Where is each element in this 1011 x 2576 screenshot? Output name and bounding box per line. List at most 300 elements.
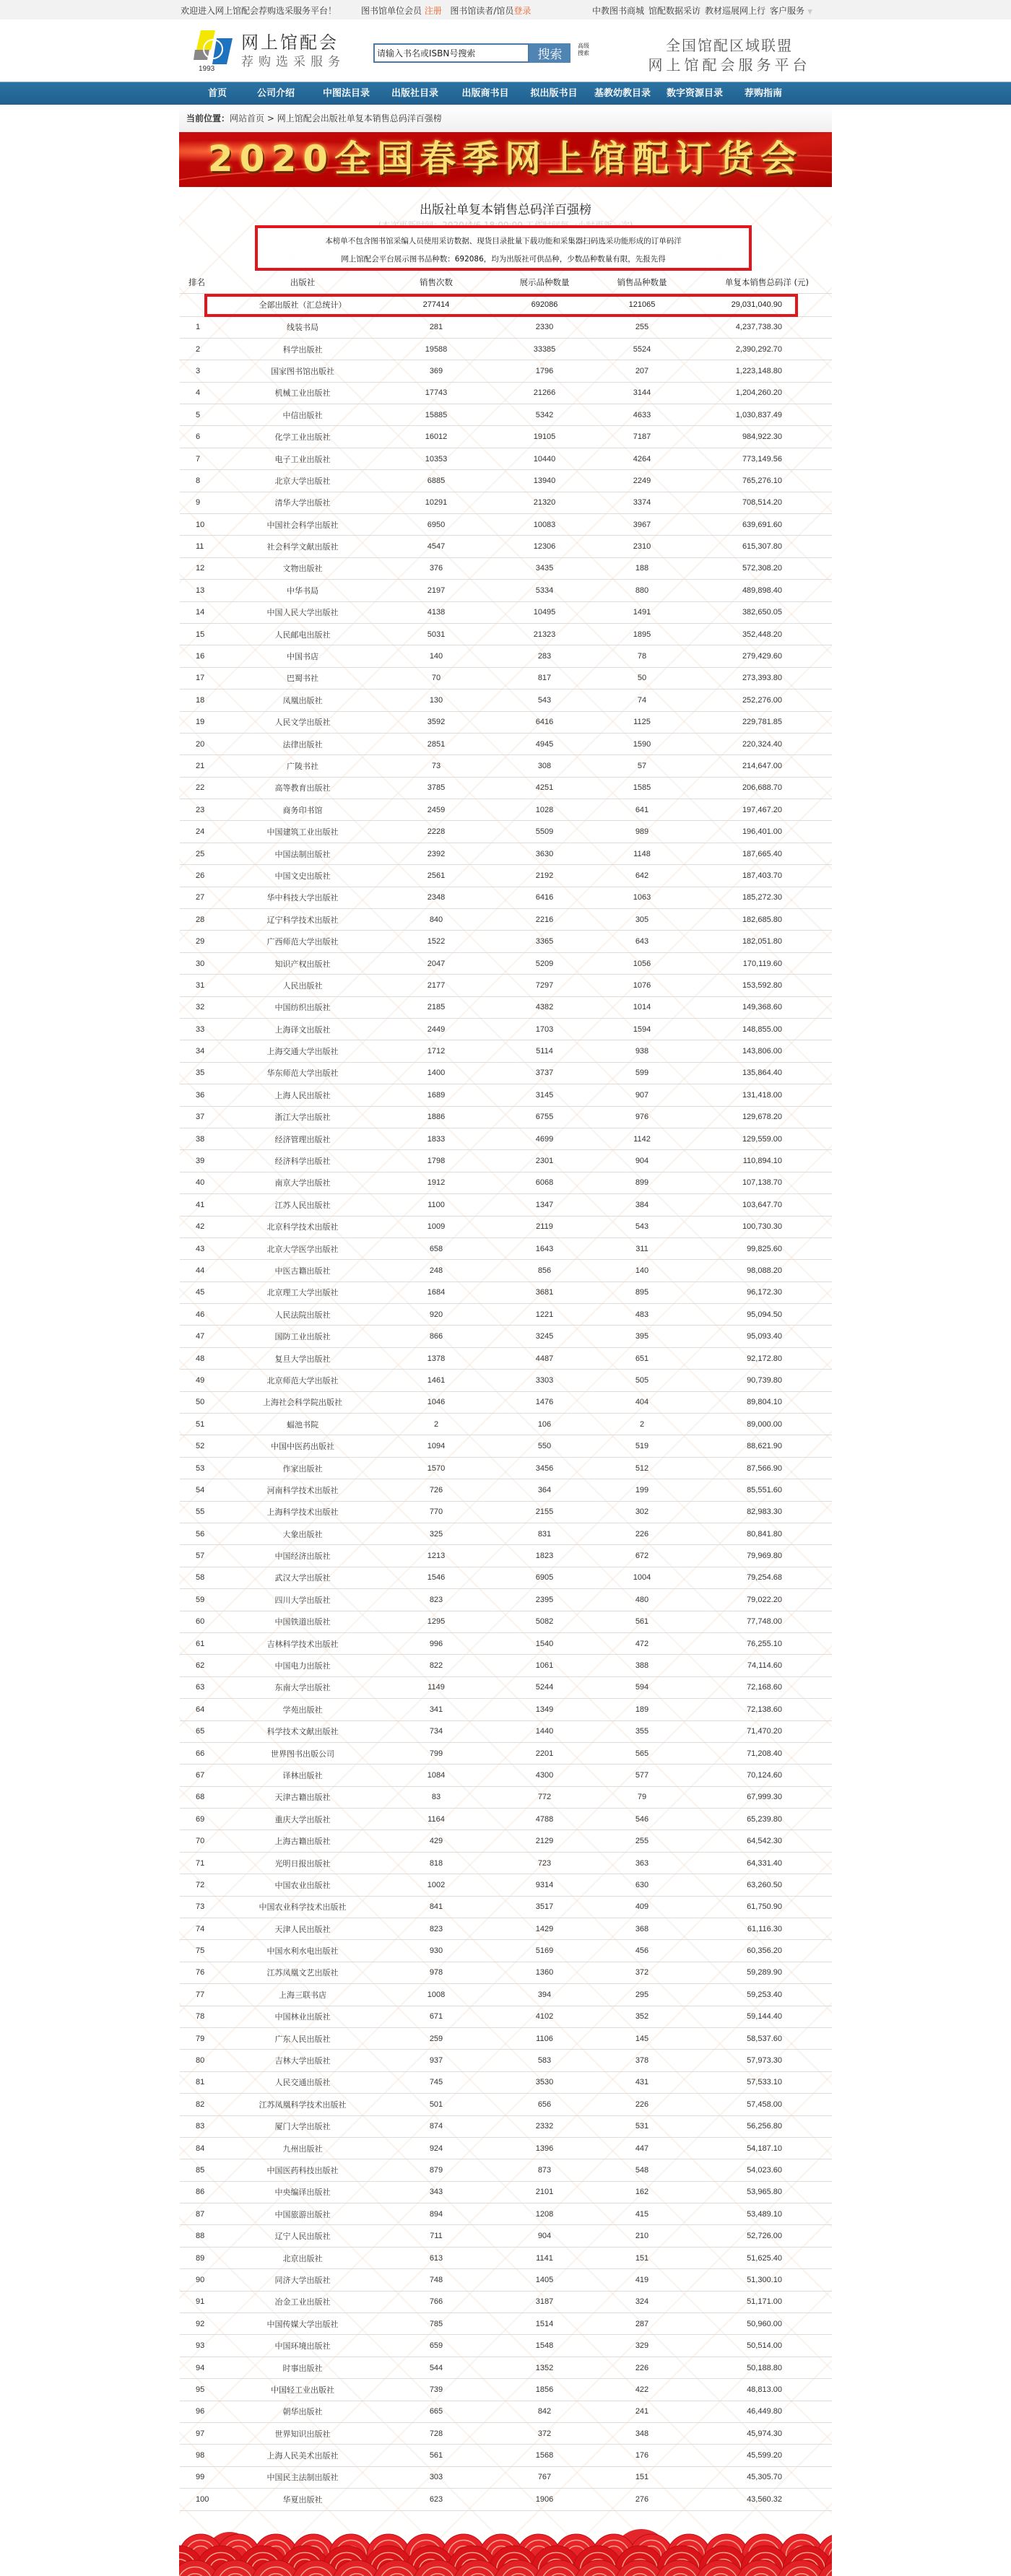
cell-total-value: 72,138.60 xyxy=(682,1699,832,1720)
cell-shown-titles: 21320 xyxy=(487,492,602,513)
cell-rank: 62 xyxy=(180,1655,220,1676)
cell-sold-titles: 895 xyxy=(602,1282,682,1303)
table-row xyxy=(180,1874,832,1896)
cell-shown-titles: 2129 xyxy=(487,1830,602,1852)
cell-shown-titles: 3435 xyxy=(487,557,602,579)
cell-sold-titles: 324 xyxy=(602,2291,682,2312)
cell-sold-titles: 50 xyxy=(602,667,682,689)
cell-sold-titles: 3967 xyxy=(602,514,682,536)
cell-sales-count: 2228 xyxy=(386,821,487,843)
cell-total-value: 64,331.40 xyxy=(682,1852,832,1874)
cell-rank: 88 xyxy=(180,2225,220,2247)
table-row xyxy=(180,2247,832,2268)
table-row xyxy=(180,2269,832,2291)
cell-sold-titles: 3374 xyxy=(602,492,682,513)
cell-sales-count: 561 xyxy=(386,2445,487,2466)
cell-shown-titles: 10440 xyxy=(487,448,602,469)
cell-rank: 3 xyxy=(180,360,220,382)
cell-rank: 20 xyxy=(180,733,220,754)
cell-total-value: 54,023.60 xyxy=(682,2159,832,2181)
cell-shown-titles: 7297 xyxy=(487,975,602,996)
nav-item-publisher-catalog[interactable]: 出版社目录 xyxy=(391,88,438,99)
cell-shown-titles: 3456 xyxy=(487,1457,602,1479)
cell-sales-count: 544 xyxy=(386,2357,487,2378)
cell-sales-count: 2348 xyxy=(386,887,487,908)
cell-publisher: 中国环境出版社 xyxy=(220,2335,386,2357)
cell-shown-titles: 4102 xyxy=(487,2006,602,2027)
cell-total-value: 615,307.80 xyxy=(682,536,832,557)
cell-shown-titles: 3681 xyxy=(487,1282,602,1303)
cell-sold-titles: 409 xyxy=(602,1896,682,1918)
register-link[interactable]: 注册 xyxy=(424,6,442,16)
cell-total-value: 107,138.70 xyxy=(682,1172,832,1193)
cell-total-value: 77,748.00 xyxy=(682,1611,832,1632)
search-input[interactable] xyxy=(373,43,529,63)
cell-shown-titles: 4699 xyxy=(487,1128,602,1149)
event-banner xyxy=(179,132,832,187)
cell-sales-count: 671 xyxy=(386,2006,487,2027)
cell-rank: 24 xyxy=(180,821,220,843)
cell-publisher: 中国人民大学出版社 xyxy=(220,601,386,623)
cell-sales-count: 924 xyxy=(386,2137,487,2159)
cell-sold-titles: 363 xyxy=(602,1852,682,1874)
cell-shown-titles: 3187 xyxy=(487,2291,602,2312)
cell-shown-titles: 1548 xyxy=(487,2335,602,2357)
cell-sales-count: 1002 xyxy=(386,1874,487,1896)
cell-shown-titles: 1514 xyxy=(487,2313,602,2335)
cell-shown-titles: 12306 xyxy=(487,536,602,557)
table-row xyxy=(180,2291,832,2312)
cell-publisher: 中国林业出版社 xyxy=(220,2006,386,2027)
table-row xyxy=(180,2094,832,2115)
cell-sold-titles: 976 xyxy=(602,1106,682,1128)
cell-shown-titles: 1476 xyxy=(487,1391,602,1413)
cell-sales-count: 658 xyxy=(386,1237,487,1259)
cell-total-value: 60,356.20 xyxy=(682,1940,832,1962)
cell-publisher: 中国书店 xyxy=(220,645,386,667)
cell-total-value: 53,965.80 xyxy=(682,2181,832,2203)
cell-total-value: 79,254.68 xyxy=(682,1567,832,1588)
cell-publisher: 天津人民出版社 xyxy=(220,1918,386,1940)
cell-rank: 43 xyxy=(180,1237,220,1259)
notice-line-1: 本榜单不包含图书馆采编人员使用采访数据、现货目录批量下载功能和采集器扫码选采功能形成的订单码洋 xyxy=(325,237,682,245)
cell-total-value: 773,149.56 xyxy=(682,448,832,469)
nav-item-upcoming-catalog[interactable]: 拟出版书目 xyxy=(530,88,578,99)
cell-sales-count: 1461 xyxy=(386,1370,487,1391)
cell-rank: 95 xyxy=(180,2379,220,2401)
cell-publisher: 清华大学出版社 xyxy=(220,492,386,513)
cell-total-value: 103,647.70 xyxy=(682,1194,832,1216)
cell-publisher: 社会科学文献出版社 xyxy=(220,536,386,557)
cell-total-value: 79,022.20 xyxy=(682,1589,832,1611)
table-row xyxy=(180,2181,832,2203)
breadcrumb-home[interactable]: 网站首页 xyxy=(230,113,265,123)
cell-sold-titles: 880 xyxy=(602,580,682,601)
nav-item-guide[interactable]: 荐购指南 xyxy=(744,88,782,99)
cell-total-value: 63,260.50 xyxy=(682,1874,832,1896)
nav-item-home[interactable]: 首页 xyxy=(207,88,227,99)
cell-publisher: 人民法院出版社 xyxy=(220,1304,386,1326)
cell-sales-count: 19588 xyxy=(386,338,487,360)
table-row xyxy=(180,843,832,864)
cell-rank: 65 xyxy=(180,1720,220,1742)
table-row xyxy=(180,1414,832,1435)
top-link-mall[interactable]: 中教图书商城 xyxy=(592,6,645,16)
nav-item-clc-catalog[interactable]: 中图法目录 xyxy=(322,88,370,99)
cell-sales-count: 1689 xyxy=(386,1084,487,1106)
cell-sold-titles: 531 xyxy=(602,2115,682,2137)
cell-sales-count: 920 xyxy=(386,1304,487,1326)
cell-publisher: 中央编译出版社 xyxy=(220,2181,386,2203)
cell-shown-titles: 1540 xyxy=(487,1632,602,1654)
cell-shown-titles: 2101 xyxy=(487,2181,602,2203)
table-row xyxy=(180,733,832,754)
cell-shown-titles: 1349 xyxy=(487,1699,602,1720)
cell-shown-titles: 6416 xyxy=(487,887,602,908)
search-button[interactable]: 搜索 xyxy=(529,43,570,63)
cell-total-value: 74,114.60 xyxy=(682,1655,832,1676)
table-row xyxy=(180,2401,832,2422)
cell-shown-titles: 3145 xyxy=(487,1084,602,1106)
cell-rank: 61 xyxy=(180,1632,220,1654)
top-links xyxy=(592,4,812,17)
cell-total-value: 48,813.00 xyxy=(682,2379,832,2401)
cell-sales-count: 83 xyxy=(386,1786,487,1808)
cell-shown-titles: 4487 xyxy=(487,1347,602,1369)
cell-publisher: 天津古籍出版社 xyxy=(220,1786,386,1808)
cell-publisher: 上海科学技术出版社 xyxy=(220,1501,386,1523)
cell-total-value: 143,806.00 xyxy=(682,1040,832,1062)
cell-publisher: 经济科学出版社 xyxy=(220,1150,386,1172)
cell-sales-count: 1378 xyxy=(386,1347,487,1369)
cell-total-value: 89,804.10 xyxy=(682,1391,832,1413)
column-header-total-value: 单复本销售总码洋 (元) xyxy=(682,271,832,293)
cell-sold-titles: 630 xyxy=(602,1874,682,1896)
cell-shown-titles: 772 xyxy=(487,1786,602,1808)
cell-total-value: 197,467.20 xyxy=(682,799,832,821)
cell-rank: 21 xyxy=(180,755,220,777)
cell-sales-count: 748 xyxy=(386,2269,487,2291)
cell-rank: 18 xyxy=(180,689,220,711)
cell-publisher: 东南大学出版社 xyxy=(220,1676,386,1698)
cell-publisher: 中国医药科技出版社 xyxy=(220,2159,386,2181)
cell-rank: 56 xyxy=(180,1523,220,1544)
cell-sales-count: 259 xyxy=(386,2027,487,2049)
notice-box xyxy=(255,225,752,271)
cell-sales-count: 1213 xyxy=(386,1545,487,1567)
table-row xyxy=(180,2335,832,2357)
cell-total-value: 51,171.00 xyxy=(682,2291,832,2312)
cell-shown-titles: 372 xyxy=(487,2423,602,2445)
cell-sales-count: 303 xyxy=(386,2466,487,2488)
cell-rank: 50 xyxy=(180,1391,220,1413)
top-link-tour[interactable]: 教材巡展网上行 xyxy=(705,6,766,16)
cell-shown-titles: 6068 xyxy=(487,1172,602,1193)
cell-rank: 51 xyxy=(180,1414,220,1435)
cell-rank: 63 xyxy=(180,1676,220,1698)
cell-publisher: 中国法制出版社 xyxy=(220,843,386,864)
cell-publisher: 中信出版社 xyxy=(220,404,386,426)
cell-total-value: 352,448.20 xyxy=(682,623,832,645)
cell-shown-titles: 1221 xyxy=(487,1304,602,1326)
cell-shown-titles: 3530 xyxy=(487,2071,602,2093)
cell-sold-titles: 456 xyxy=(602,1940,682,1962)
cell-publisher: 广东人民出版社 xyxy=(220,2027,386,2049)
summary-row xyxy=(180,293,832,316)
cell-publisher: 凤凰出版社 xyxy=(220,689,386,711)
cell-sales-count: 1833 xyxy=(386,1128,487,1149)
cell-rank: 84 xyxy=(180,2137,220,2159)
cell-rank: 99 xyxy=(180,2466,220,2488)
cell-shown-titles: 873 xyxy=(487,2159,602,2181)
cell-rank: 96 xyxy=(180,2401,220,2422)
cell-sales-count: 1100 xyxy=(386,1194,487,1216)
cell-sold-titles: 651 xyxy=(602,1347,682,1369)
column-header-rank: 排名 xyxy=(180,271,220,293)
advanced-search-link[interactable]: 高级搜索 xyxy=(578,43,589,56)
cell-sold-titles: 565 xyxy=(602,1742,682,1764)
cell-publisher: 巴蜀书社 xyxy=(220,667,386,689)
cell-publisher: 浙江大学出版社 xyxy=(220,1106,386,1128)
cell-publisher: 重庆大学出版社 xyxy=(220,1809,386,1830)
cell-rank: 75 xyxy=(180,1940,220,1962)
cell-sales-count: 1684 xyxy=(386,1282,487,1303)
top-link-data[interactable]: 馆配数据采访 xyxy=(648,6,701,16)
cell-rank: 10 xyxy=(180,514,220,536)
cell-rank: 57 xyxy=(180,1545,220,1567)
cell-total-value: 50,514.00 xyxy=(682,2335,832,2357)
cell-total-value: 4,237,738.30 xyxy=(682,316,832,338)
cell-sold-titles: 241 xyxy=(602,2401,682,2422)
table-row xyxy=(180,404,832,426)
cell-publisher: 华夏出版社 xyxy=(220,2489,386,2510)
table-row xyxy=(180,2006,832,2027)
cell-total-value: 50,960.00 xyxy=(682,2313,832,2335)
cell-publisher: 商务印书馆 xyxy=(220,799,386,821)
table-row xyxy=(180,865,832,887)
cell-shown-titles: 1440 xyxy=(487,1720,602,1742)
cell-publisher: 上海交通大学出版社 xyxy=(220,1040,386,1062)
cell-shown-titles: 1061 xyxy=(487,1655,602,1676)
logo-title: 网上馆配会 xyxy=(241,32,339,53)
summary-sold-titles: 121065 xyxy=(602,293,682,316)
cell-rank: 26 xyxy=(180,865,220,887)
table-row xyxy=(180,1040,832,1062)
cell-shown-titles: 1796 xyxy=(487,360,602,382)
table-row xyxy=(180,2489,832,2510)
cell-total-value: 148,855.00 xyxy=(682,1019,832,1040)
cell-sales-count: 930 xyxy=(386,1940,487,1962)
column-header-sales-count: 销售次数 xyxy=(386,271,487,293)
cell-shown-titles: 4788 xyxy=(487,1809,602,1830)
table-row xyxy=(180,1194,832,1216)
cell-total-value: 57,533.10 xyxy=(682,2071,832,2093)
cell-rank: 35 xyxy=(180,1062,220,1084)
cell-total-value: 187,403.70 xyxy=(682,865,832,887)
cell-sold-titles: 384 xyxy=(602,1194,682,1216)
cell-sold-titles: 594 xyxy=(602,1676,682,1698)
cell-total-value: 229,781.85 xyxy=(682,711,832,733)
cell-sold-titles: 1004 xyxy=(602,1567,682,1588)
table-row xyxy=(180,1852,832,1874)
cell-sold-titles: 4633 xyxy=(602,404,682,426)
cell-rank: 85 xyxy=(180,2159,220,2181)
cell-rank: 74 xyxy=(180,1918,220,1940)
cell-publisher: 机械工业出版社 xyxy=(220,382,386,404)
cell-sales-count: 739 xyxy=(386,2379,487,2401)
cell-sales-count: 429 xyxy=(386,1830,487,1852)
cell-sold-titles: 561 xyxy=(602,1611,682,1632)
cell-sales-count: 659 xyxy=(386,2335,487,2357)
cell-publisher: 人民文学出版社 xyxy=(220,711,386,733)
cell-sold-titles: 226 xyxy=(602,2357,682,2378)
cell-shown-titles: 1347 xyxy=(487,1194,602,1216)
table-row xyxy=(180,382,832,404)
cell-rank: 90 xyxy=(180,2269,220,2291)
cell-sold-titles: 329 xyxy=(602,2335,682,2357)
top-link-service[interactable] xyxy=(770,4,812,17)
cell-sold-titles: 302 xyxy=(602,1501,682,1523)
cell-rank: 6 xyxy=(180,426,220,448)
cell-sold-titles: 1142 xyxy=(602,1128,682,1149)
cell-shown-titles: 19105 xyxy=(487,426,602,448)
table-row xyxy=(180,2445,832,2466)
nav-item-digital-catalog[interactable]: 数字资源目录 xyxy=(666,88,723,99)
cell-sales-count: 140 xyxy=(386,645,487,667)
cell-sales-count: 15885 xyxy=(386,404,487,426)
cell-sales-count: 879 xyxy=(386,2159,487,2181)
table-row xyxy=(180,1567,832,1588)
cell-sales-count: 6950 xyxy=(386,514,487,536)
table-row xyxy=(180,1106,832,1128)
cell-publisher: 中国民主法制出版社 xyxy=(220,2466,386,2488)
table-row xyxy=(180,1172,832,1193)
nav-item-about[interactable]: 公司介绍 xyxy=(256,88,295,99)
cell-shown-titles: 2216 xyxy=(487,909,602,931)
cell-publisher: 北京出版社 xyxy=(220,2247,386,2268)
nav-item-vendor-catalog[interactable]: 出版商书目 xyxy=(461,88,509,99)
cell-publisher: 江苏人民出版社 xyxy=(220,1194,386,1216)
cell-shown-titles: 4251 xyxy=(487,777,602,799)
cell-publisher: 人民出版社 xyxy=(220,975,386,996)
cell-shown-titles: 2330 xyxy=(487,316,602,338)
cell-sold-titles: 543 xyxy=(602,1216,682,1237)
cell-sales-count: 1046 xyxy=(386,1391,487,1413)
cell-sales-count: 613 xyxy=(386,2247,487,2268)
table-row xyxy=(180,2313,832,2335)
cell-total-value: 85,551.60 xyxy=(682,1479,832,1501)
table-row xyxy=(180,1282,832,1303)
table-row xyxy=(180,557,832,579)
cell-sales-count: 73 xyxy=(386,755,487,777)
cell-sales-count: 70 xyxy=(386,667,487,689)
cell-sold-titles: 548 xyxy=(602,2159,682,2181)
cell-rank: 8 xyxy=(180,470,220,492)
table-row xyxy=(180,1370,832,1391)
cell-sold-titles: 276 xyxy=(602,2489,682,2510)
cell-rank: 17 xyxy=(180,667,220,689)
table-row xyxy=(180,909,832,931)
summary-total-value: 29,031,040.90 xyxy=(682,293,832,316)
cell-sales-count: 2392 xyxy=(386,843,487,864)
table-row xyxy=(180,1765,832,1786)
cell-rank: 13 xyxy=(180,580,220,601)
cell-shown-titles: 364 xyxy=(487,1479,602,1501)
cell-total-value: 45,974.30 xyxy=(682,2423,832,2445)
cell-rank: 2 xyxy=(180,338,220,360)
cell-shown-titles: 3517 xyxy=(487,1896,602,1918)
cell-publisher: 译林出版社 xyxy=(220,1765,386,1786)
nav-item-k12-catalog[interactable]: 基教幼教目录 xyxy=(594,88,651,99)
cell-sales-count: 10353 xyxy=(386,448,487,469)
cell-sales-count: 2185 xyxy=(386,996,487,1018)
cell-rank: 67 xyxy=(180,1765,220,1786)
cell-shown-titles: 904 xyxy=(487,2225,602,2247)
cell-publisher: 中国纺织出版社 xyxy=(220,996,386,1018)
logo-icon[interactable] xyxy=(194,28,234,69)
table-row xyxy=(180,1632,832,1654)
cell-sold-titles: 1076 xyxy=(602,975,682,996)
cell-shown-titles: 831 xyxy=(487,1523,602,1544)
cell-rank: 19 xyxy=(180,711,220,733)
cell-sold-titles: 151 xyxy=(602,2466,682,2488)
cell-shown-titles: 4300 xyxy=(487,1765,602,1786)
cell-sold-titles: 480 xyxy=(602,1589,682,1611)
cell-shown-titles: 1823 xyxy=(487,1545,602,1567)
login-link[interactable]: 登录 xyxy=(513,6,531,16)
cell-shown-titles: 21266 xyxy=(487,382,602,404)
cell-sold-titles: 1594 xyxy=(602,1019,682,1040)
cell-shown-titles: 5114 xyxy=(487,1040,602,1062)
cell-publisher: 国家图书馆出版社 xyxy=(220,360,386,382)
cell-rank: 83 xyxy=(180,2115,220,2137)
cell-sold-titles: 79 xyxy=(602,1786,682,1808)
cell-shown-titles: 2119 xyxy=(487,1216,602,1237)
cell-sales-count: 2561 xyxy=(386,865,487,887)
cell-shown-titles: 3737 xyxy=(487,1062,602,1084)
table-row xyxy=(180,1523,832,1544)
table-row xyxy=(180,1962,832,1983)
cell-sold-titles: 372 xyxy=(602,1962,682,1983)
cell-sales-count: 937 xyxy=(386,2050,487,2071)
cell-shown-titles: 21323 xyxy=(487,623,602,645)
cell-publisher: 辽宁科学技术出版社 xyxy=(220,909,386,931)
cell-publisher: 广陵书社 xyxy=(220,755,386,777)
cell-rank: 45 xyxy=(180,1282,220,1303)
cell-rank: 71 xyxy=(180,1852,220,1874)
cell-rank: 4 xyxy=(180,382,220,404)
cell-sold-titles: 672 xyxy=(602,1545,682,1567)
cell-sold-titles: 483 xyxy=(602,1304,682,1326)
cell-publisher: 大象出版社 xyxy=(220,1523,386,1544)
cell-sold-titles: 472 xyxy=(602,1632,682,1654)
cell-sales-count: 3592 xyxy=(386,711,487,733)
cell-rank: 92 xyxy=(180,2313,220,2335)
cell-total-value: 92,172.80 xyxy=(682,1347,832,1369)
cell-sold-titles: 899 xyxy=(602,1172,682,1193)
cell-sold-titles: 348 xyxy=(602,2423,682,2445)
cell-publisher: 中国水利水电出版社 xyxy=(220,1940,386,1962)
cell-sold-titles: 2249 xyxy=(602,470,682,492)
cell-sales-count: 343 xyxy=(386,2181,487,2203)
cell-rank: 36 xyxy=(180,1084,220,1106)
cell-publisher: 上海社会科学院出版社 xyxy=(220,1391,386,1413)
cell-sales-count: 1546 xyxy=(386,1567,487,1588)
table-row xyxy=(180,1347,832,1369)
cell-sold-titles: 287 xyxy=(602,2313,682,2335)
table-row xyxy=(180,1611,832,1632)
cell-rank: 68 xyxy=(180,1786,220,1808)
